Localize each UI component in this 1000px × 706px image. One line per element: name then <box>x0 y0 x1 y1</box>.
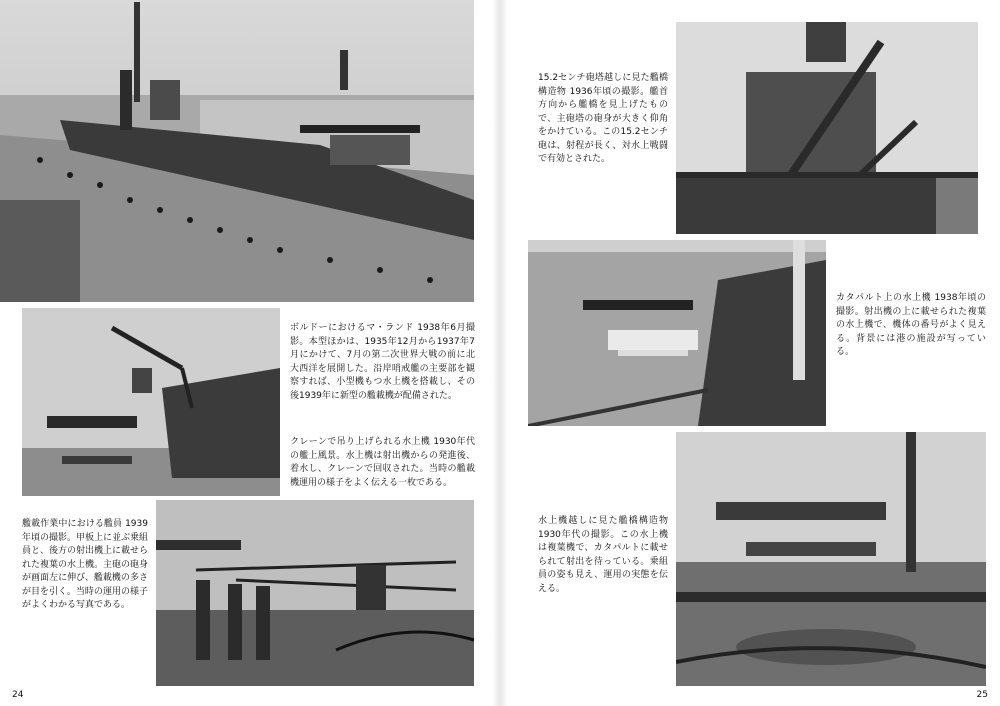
page-number-left: 24 <box>12 690 24 700</box>
gutter <box>492 0 508 706</box>
caption-catapult: カタパルト上の水上機 1938年頃の撮影。射出機の上に載せられた複葉の水上機で、機体の番号がよく見える。背景には港の施設が写っている。 <box>836 293 986 357</box>
caption-bordeaux: ボルドーにおけるマ・ランド 1938年6月撮影。本型ほかは、1935年12月から1937年7月にかけて、7月の第二次世界大戦の前に北大西洋を展開した。沿岸哨戒艦の主要部を観察すれば、小型機もつ水上機を搭載し、その後1939年に新型の艦載機が配備された。 <box>290 323 475 401</box>
right-page <box>508 0 1000 706</box>
photo-deck-seaplane <box>676 432 986 686</box>
photo-ship-at-dock <box>0 0 474 302</box>
caption-deck-seaplane: 水上機越しに見た艦橋構造物 1930年代の撮影。この水上機は複葉機で、カタパルトに載せられて射出を待っている。乗組員の姿も見え、運用の実態を伝える。 <box>538 516 668 594</box>
photo-crew-on-deck <box>156 500 474 686</box>
photo-turret-bridge <box>676 22 978 234</box>
left-page <box>0 0 492 706</box>
photo-catapult-seaplane <box>528 240 826 426</box>
page-number-right: 25 <box>976 690 988 700</box>
caption-crew: 艦載作業中における艦員 1939年頃の撮影。甲板上に並ぶ乗組員と、後方の射出機上に載せられた複葉の水上機。主砲の砲身が画面左に伸び、艦載機の多さが目を引く。当時の運用の様子がよくわかる写真である。 <box>22 519 149 610</box>
caption-turret: 15.2センチ砲塔越しに見た艦橋構造物 1936年頃の撮影。艦首方向から艦橋を見上げたもので、主砲塔の砲身が大きく仰角をかけている。この15.2センチ砲は、射程が長く、対水上戦闘で有効とされた。 <box>538 73 668 164</box>
photo-crane-seaplane <box>22 308 280 496</box>
caption-crane: クレーンで吊り上げられる水上機 1930年代の艦上風景。水上機は射出機からの発進後、着水し、クレーンで回収された。当時の艦載機運用の様子をよく伝える一枚である。 <box>290 437 475 488</box>
